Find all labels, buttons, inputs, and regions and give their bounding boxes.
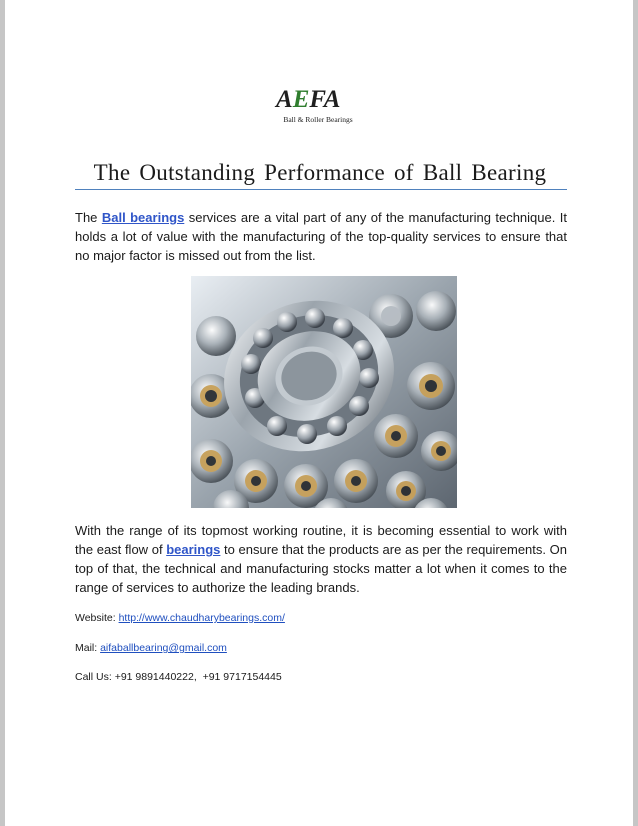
title-underline (75, 189, 567, 190)
website-line: Website: http://www.chaudharybearings.com/ (75, 612, 285, 624)
logo-subtitle: Ball & Roller Bearings (283, 115, 353, 124)
mail-line: Mail: aifaballbearing@gmail.com (75, 642, 227, 654)
body-paragraph: With the range of its topmost working routine, it is becoming essential to work with the east flow of bearings to ensure that the products are as per the requirements. On top of that, the technical and manufacturing stocks matter a lot when it comes to the range of services to authorize the leading brands. (75, 523, 567, 595)
company-logo (273, 86, 363, 130)
phone-line: Call Us: +91 9891440222, +91 9717154445 (75, 671, 282, 683)
phone-number-2: +91 9717154445 (202, 671, 282, 683)
ball-bearings-link[interactable]: Ball bearings (101, 210, 185, 225)
phone-number-1: +91 9891440222 (114, 671, 194, 683)
email-link[interactable]: aifaballbearing@gmail.com (100, 642, 227, 654)
bearings-link[interactable]: bearings (166, 542, 221, 557)
intro-paragraph: The Ball bearings services are a vital part of any of the manufacturing technique. It holds a lot of value with the manufacturing of the top-quality services to ensure that no major factor is missed out from the list. (75, 210, 568, 263)
website-link[interactable]: http://www.chaudharybearings.com/ (118, 612, 285, 624)
page-title: The Outstanding Performance of Ball Bearing (93, 160, 547, 185)
ball-bearing-photo (191, 276, 457, 508)
document-page (5, 0, 633, 826)
logo-mark: AEFA (276, 86, 341, 113)
